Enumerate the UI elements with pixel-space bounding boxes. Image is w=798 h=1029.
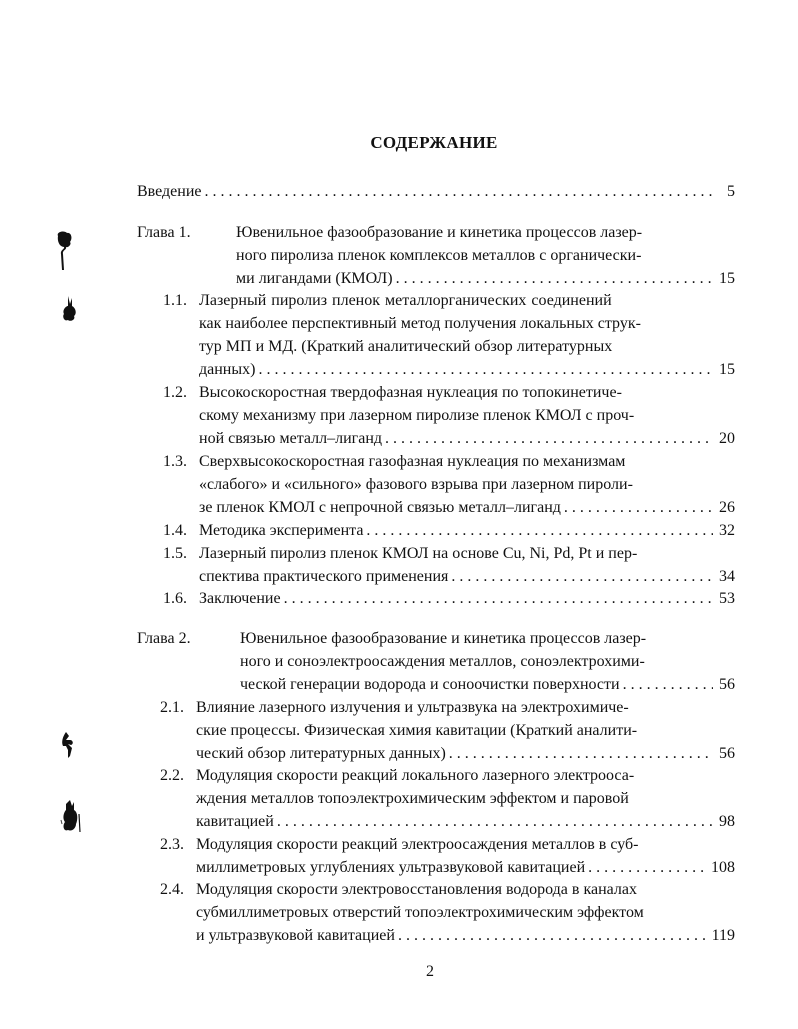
- section-title-line: ждения металлов топоэлектрохимическим эффектом и паровой: [196, 790, 629, 807]
- page-title: СОДЕРЖАНИЕ: [370, 133, 498, 152]
- toc-page-number: 15: [719, 361, 735, 378]
- section-title-line: Лазерный пиролиз пленок КМОЛ на основе Cu, Ni, Pd, Pt и пер-: [199, 545, 638, 562]
- section-title-line: тур МП и МД. (Краткий аналитический обзор литературных: [199, 338, 613, 355]
- toc-page-number: 32: [719, 522, 735, 539]
- toc-page-number: 20: [719, 430, 735, 447]
- chapter-title-line: ного и соноэлектроосаждения металлов, соноэлектрохими-: [240, 653, 645, 670]
- section-number: 2.4.: [160, 881, 184, 898]
- toc-page-number: 108: [711, 859, 735, 876]
- section-number: 2.1.: [160, 699, 184, 716]
- toc-page-number: 119: [711, 927, 735, 944]
- section-title-line: Высокоскоростная твердофазная нуклеация по топокинетиче-: [199, 384, 622, 401]
- section-title-line-last: [196, 743, 735, 765]
- section-title-line: субмиллиметровых отверстий топоэлектрохимическим эффектом: [196, 904, 644, 921]
- toc-entry-introduction[interactable]: [137, 181, 735, 203]
- chapter-title-line: ного пиролиза пленок комплексов металлов с органически-: [236, 247, 642, 264]
- chapter-title-line-last: [240, 674, 735, 696]
- toc-page-number: 5: [727, 183, 735, 200]
- toc-page-number: 56: [719, 745, 735, 762]
- section-title-line: «слабого» и «сильного» фазового взрыва при лазерном пироли-: [199, 476, 633, 493]
- section-title-text: данных): [199, 361, 256, 378]
- section-number: 1.2.: [163, 384, 187, 401]
- section-title-line: ские процессы. Физическая химия кавитации (Краткий аналити-: [196, 722, 638, 739]
- ink-blot-icon: [60, 800, 82, 834]
- section-title-text: ной связью металл–лиганд: [199, 430, 383, 447]
- chapter-label: Глава 1.: [137, 224, 191, 241]
- section-title-line-last: [199, 566, 735, 588]
- dot-leader: [564, 497, 713, 519]
- chapter-title-line-last: [236, 268, 735, 290]
- toc-page-number: 26: [719, 499, 735, 516]
- section-title-line-last: [196, 857, 735, 879]
- section-title-line-last: [196, 925, 735, 947]
- section-title-line-last: [199, 359, 735, 381]
- section-title-text: Заключение: [199, 590, 281, 607]
- section-title-text: кавитацией: [196, 813, 274, 830]
- chapter-title-text: ми лигандами (КМОЛ): [236, 270, 393, 287]
- dot-leader: [623, 674, 713, 696]
- section-title-text: ческий обзор литературных данных): [196, 745, 446, 762]
- section-number: 1.5.: [163, 545, 187, 562]
- chapter-title-text: ческой генерации водорода и соноочистки поверхности: [240, 676, 620, 693]
- chapter-title-line: Ювенильное фазообразование и кинетика процессов лазер-: [236, 224, 643, 241]
- section-title-line-last: [199, 428, 735, 450]
- section-title-line: Модуляция скорости электровосстановления водорода в каналах: [196, 881, 637, 898]
- section-title-line: Влияние лазерного излучения и ультразвука на электрохимиче-: [196, 699, 629, 716]
- section-title-line: Сверхвысокоскоростная газофазная нуклеация по механизмам: [199, 453, 626, 470]
- section-title-text: Методика эксперимента: [199, 522, 364, 539]
- toc-page-number: 34: [719, 568, 735, 585]
- toc-page-number: 15: [719, 270, 735, 287]
- dot-leader: [284, 588, 713, 610]
- dot-leader: [385, 428, 713, 450]
- section-title-line: Модуляция скорости реакций электроосаждения металлов в суб-: [196, 836, 639, 853]
- section-title-line-last: [199, 520, 735, 542]
- section-title-line-last: [199, 497, 735, 519]
- section-title-line: Модуляция скорости реакций локального лазерного электрооса-: [196, 767, 635, 784]
- section-title-line: как наиболее перспективный метод получения локальных струк-: [199, 315, 641, 332]
- section-title-line-last: [199, 588, 735, 610]
- section-title-line: Лазерный пиролиз пленок металлорганических соединений: [199, 292, 612, 309]
- dot-leader: [398, 925, 708, 947]
- chapter-label: Глава 2.: [137, 630, 191, 647]
- ink-blot-icon: [60, 732, 76, 760]
- dot-leader: [258, 359, 713, 381]
- section-number: 1.6.: [163, 590, 187, 607]
- section-number: 1.3.: [163, 453, 187, 470]
- dot-leader: [449, 743, 713, 765]
- section-title-text: миллиметровых углублениях ультразвуковой кавитацией: [196, 859, 586, 876]
- toc-page-number: 56: [719, 676, 735, 693]
- dot-leader: [396, 268, 713, 290]
- section-number: 1.4.: [163, 522, 187, 539]
- chapter-title-line: Ювенильное фазообразование и кинетика процессов лазер-: [240, 630, 647, 647]
- toc-page-number: 98: [719, 813, 735, 830]
- section-title-text: и ультразвуковой кавитацией: [196, 927, 395, 944]
- section-number: 2.2.: [160, 767, 184, 784]
- section-number: 1.1.: [163, 292, 187, 309]
- page-number: 2: [426, 963, 434, 980]
- section-title-line-last: [196, 811, 735, 833]
- dot-leader: [205, 181, 714, 203]
- ink-blot-icon: [54, 230, 76, 275]
- dot-leader: [451, 566, 713, 588]
- toc-page-number: 53: [719, 590, 735, 607]
- section-title-text: зе пленок КМОЛ с непрочной связью металл–лиганд: [199, 499, 561, 516]
- ink-blot-icon: [60, 296, 78, 324]
- section-number: 2.3.: [160, 836, 184, 853]
- section-title-line: скому механизму при лазерном пиролизе пленок КМОЛ с проч-: [199, 407, 635, 424]
- section-title-text: спектива практического применения: [199, 568, 449, 585]
- dot-leader: [277, 811, 713, 833]
- dot-leader: [366, 520, 713, 542]
- toc-entry-label: Введение: [137, 183, 202, 200]
- dot-leader: [588, 857, 707, 879]
